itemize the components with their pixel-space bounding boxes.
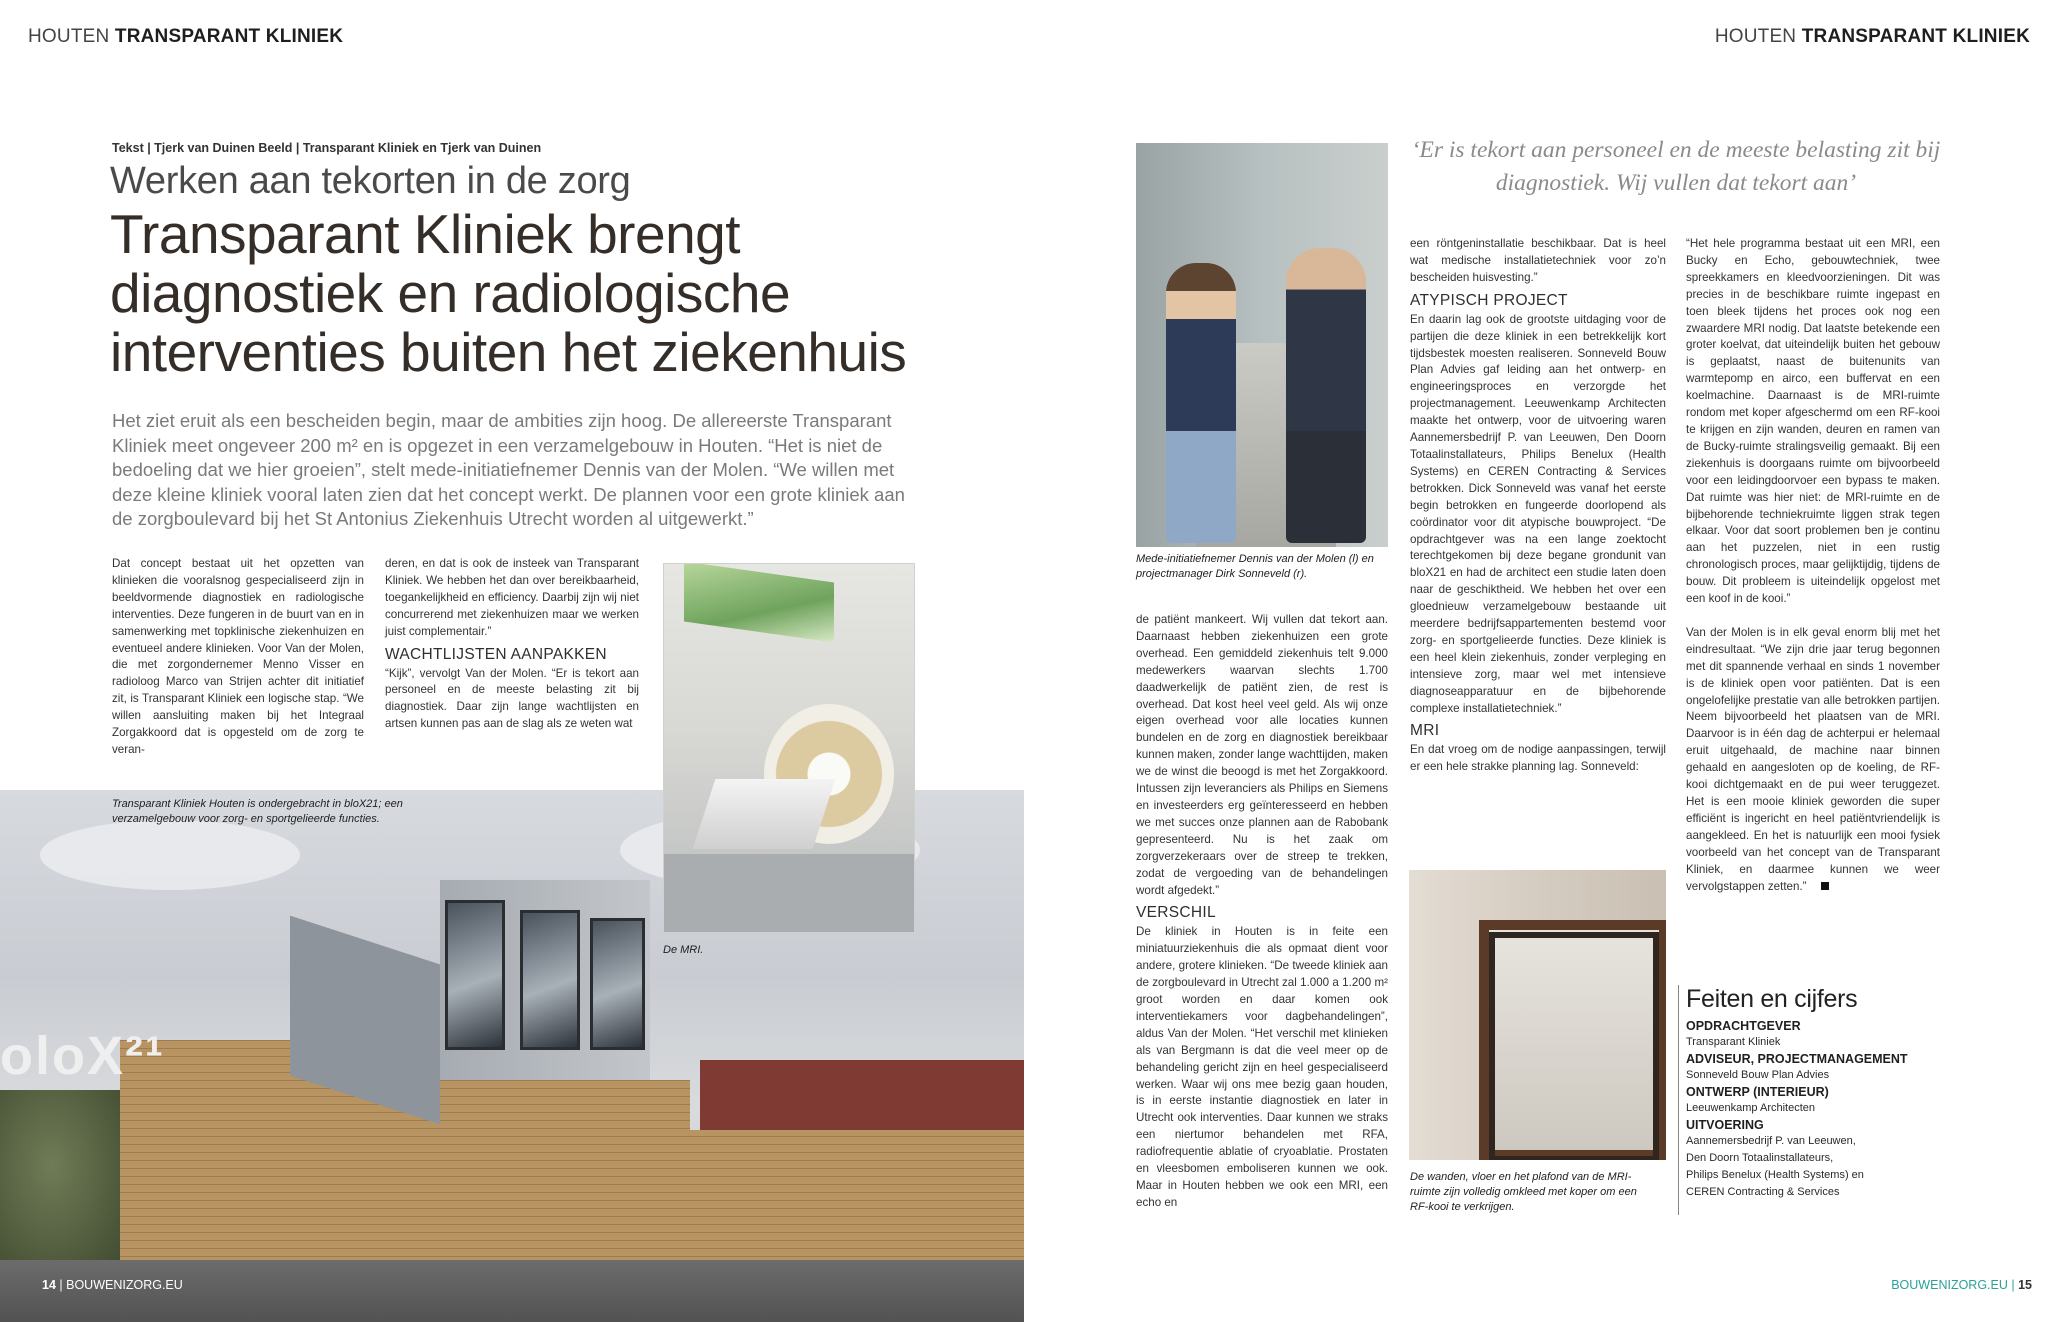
page-number-right: 15 <box>2018 1278 2032 1292</box>
caption-building: Transparant Kliniek Houten is ondergebracht in bloX21; een verzamelgebouw voor zorg- en sportgelieerde functies. <box>112 798 403 825</box>
body-column-3 <box>1136 612 1388 1212</box>
facts-value: Sonneveld Bouw Plan Advies <box>1686 1069 1830 1081</box>
mri-room-wall-photo <box>1409 870 1666 1160</box>
facts-title: Feiten en cijfers <box>1686 985 1858 1013</box>
end-of-article-mark <box>1821 882 1829 890</box>
caption-wall: De wanden, vloer en het plafond van de MRI-ruimte zijn volledig omkleed met koper om een RF-kooi te verkrijgen. <box>1410 1171 1637 1213</box>
body-paragraph: De kliniek in Houten is in feite een miniatuurziekenhuis die als opmaat dient voor andere, grotere klinieken. “De tweede kliniek aan de zorgboulevard in Utrecht zal 1.000 a 1.200 m² groot worden en daar komen ook interventiekamers voor dagbehandelingen”, aldus Van der Molen. “Het verschil met klinieken als van Bergmann is dat die veel meer op de behandeling gericht zijn en heel gespecialiseerd werken. Waar wij ons mee bezig gaan houden, is in eerste instantie diagnostiek en later in Utrecht ook interventies. Daar kunnen we straks een niertumor behandelen met RFA, radiofrequentie ablatie of cryoablatie. Prostaten en vleesbomen emboliseren kunnen we ook. Maar in Houten hebben we ook een MRI, een echo en <box>1136 925 1388 1209</box>
body-column-4 <box>1410 236 1666 776</box>
caption-mri: De MRI. <box>663 944 704 956</box>
section-tag-bold: TRANSPARANT KLINIEK <box>1801 26 2030 47</box>
facts-value: CEREN Contracting & Services <box>1686 1186 1840 1198</box>
body-paragraph: “Kijk”, vervolgt Van der Molen. “Er is tekort aan personeel en de meeste belasting zit bij diagnostiek. Daar zijn lange wachtlijsten en artsen kunnen pas aan de slag als ze weten wat <box>385 666 639 731</box>
portrait-photo <box>1136 143 1388 547</box>
folio-left: 14 | BOUWENIZORG.EU <box>42 1278 183 1292</box>
folio-right: BOUWENIZORG.EU | 15 <box>1891 1278 2032 1292</box>
facts-label: ADVISEUR, PROJECTMANAGEMENT <box>1686 1052 1908 1066</box>
article-headline: Transparant Kliniek brengt diagnostiek en radiologische interventies buiten het ziekenhuis <box>110 203 907 383</box>
facts-label: ONTWERP (INTERIEUR) <box>1686 1085 1829 1099</box>
facts-value: Transparant Kliniek <box>1686 1036 1781 1048</box>
facts-value: Philips Benelux (Health Systems) en <box>1686 1169 1864 1181</box>
section-tag-light: HOUTEN <box>28 26 110 47</box>
article-credits: Tekst | Tjerk van Duinen Beeld | Transparant Kliniek en Tjerk van Duinen <box>112 141 542 155</box>
page-number-left: 14 <box>42 1278 56 1292</box>
body-column-1 <box>112 556 364 759</box>
body-column-5 <box>1686 236 1940 895</box>
facts-label: UITVOERING <box>1686 1118 1764 1132</box>
pull-quote: ‘Er is tekort aan personeel en de meeste belasting zit bij diagnostiek. Wij vullen dat tekort aan’ <box>1411 137 1941 196</box>
article-kicker: Werken aan tekorten in de zorg <box>110 160 631 202</box>
section-tag-light: HOUTEN <box>1714 26 1797 47</box>
body-paragraph: een röntgeninstallatie beschikbaar. Dat is heel wat medische installatietechniek voor zo’n bescheiden huisvesting.” <box>1410 237 1666 284</box>
facts-label: OPDRACHTGEVER <box>1686 1019 1801 1033</box>
subheading-verschil: VERSCHIL <box>1136 904 1216 922</box>
section-tag-right <box>1715 26 2030 48</box>
facts-value: Aannemersbedrijf P. van Leeuwen, <box>1686 1135 1856 1147</box>
closing-text: Van der Molen is in elk geval enorm blij met het eindresultaat. “We zijn drie jaar terug begonnen met dit spannende verhaal en sinds 1 november is de kliniek open voor patiënten. Dat is een ongelofelijke prestatie van alle betrokken partijen. Neem bijvoorbeeld het plaatsen van de MRI. Daarvoor is in één dag de achterpui er helemaal eruit uitgehaald, de machine naar binnen gehaald en aangesloten op de koeling, de RF-kooi dichtgemaakt en de pui weer teruggezet. Het is een mooie kliniek geworden die super efficiënt is ingericht en heel patiëntvriendelijk is aangekleed. En het is natuurlijk een mooi fysiek voorbeeld van het concept van de Transparant Kliniek, en daarmee kunnen we weer vervolgstappen zetten.” <box>1686 625 1940 893</box>
body-paragraph: En daarin lag ook de grootste uitdaging voor de partijen die deze kliniek in een betrekkelijk kort tijdsbestek moesten realiseren. Sonneveld Bouw Plan Advies gaf leiding aan het ontwerp- en engineeringsproces en verzorgde het projectmanagement. Leeuwenkamp Architecten maakte het ontwerp, voor de uitvoering waren Aannemersbedrijf P. van Leeuwen, Den Doorn Totaalinstallateurs, Philips Benelux (Health Systems) en CEREN Contracting & Services betrokken. Dick Sonneveld was vanaf het eerste begin betrokken en fungeerde doorlopend als coördinator voor dit atypische bouwproject. “De opdrachtgever was na een lange zoektocht terechtgekomen bij deze begane grondunit van bloX21 en had de architect een studie laten doen naar de geschiktheid. We hebben het over een gloednieuw verzamelgebouw bestaande uit meerdere bedrijfsappartementen bestemd voor zorg- en sportgelieerde functies. Deze kliniek is een heel klein ziekenhuis, zonder verpleging en intensieve zorg, maar wel met intensieve diagnoseapparatuur en de bijbehorende complexe installatietechniek.” <box>1410 312 1666 715</box>
caption-portrait: Mede-initiatiefnemer Dennis van der Molen (l) en projectmanager Dirk Sonneveld (r). <box>1136 553 1374 580</box>
body-paragraph <box>1686 625 1940 896</box>
body-paragraph: de patiënt mankeert. Wij vullen dat tekort aan. Daarnaast hebben ziekenhuizen een grote overhead. Een gemiddeld ziekenhuis telt 9.000 medewerkers waarvan slechts 1.700 daadwerkelijk de patiënt zien, de rest is overhead. Dat kost heel veel geld. Als wij onze eigen overhead voor alle locaties kunnen bundelen en de zorg en diagnostiek bereikbaar kunnen maken, zonder lange wachttijden, maken we de winst die beoogd is met het Zorgakkoord. Intussen zijn leveranciers als Philips en Siemens en investeerders erg geïnteresseerd en hebben we met succes onze plannen aan de Rabobank gepresenteerd. Nu is het zaak om zorgverzekeraars over de streep te trekken, zodat de vergoeding van de behandelingen wordt afgedekt.” <box>1136 613 1388 897</box>
body-paragraph: “Het hele programma bestaat uit een MRI, een Bucky en Echo, gebouwtechniek, twee spreekkamers en kleedvoorzieningen. Dit was precies in de beschikbare ruimte ingepast en toen bleek tijdens het proces ook nog een zwaardere MRI nodig. Dat laatste betekende een groter koelvat, dat uiteindelijk buiten het gebouw is geplaatst, naast de buitenunits van warmtepomp en airco, een buffervat en een koelmachine. Daarnaast is de MRI-ruimte rondom met koper afgeschermd om een RF-kooi te krijgen en zijn wanden, deuren en ramen van de Bucky-ruimte stralingsveilig gemaakt. Bij een ziekenhuis is doorgaans ruimte om bijvoorbeeld voor een leidingdoorvoer een bypass te maken. Dat ruimte was hier niet: de MRI-ruimte en de bijbehorende techniekruimte liggen strak tegen elkaar. Voor dat soort problemen ben je continu aan het puzzelen, niet in een rustig chronologisch proces, maar gelijktijdig, tijdens de bouw. Dit probleem is uiteindelijk opgelost met een koof in de kooi.” <box>1686 237 1940 606</box>
subheading-atypisch-project: ATYPISCH PROJECT <box>1410 291 1568 309</box>
folio-site-right: BOUWENIZORG.EU <box>1891 1278 2008 1292</box>
mri-photo <box>663 563 915 933</box>
section-tag-bold: TRANSPARANT KLINIEK <box>114 26 344 47</box>
body-paragraph: deren, en dat is ook de insteek van Transparant Kliniek. We hebben het dan over bereikbaarheid, toegankelijkheid en efficiency. Daarbij zijn wij niet concurrerend met ziekenhuizen maar we werken juist complementair.” <box>385 557 639 638</box>
facts-divider <box>1678 985 1679 1215</box>
body-paragraph: Dat concept bestaat uit het opzetten van klinieken die vooralsnog gespecialiseerd zijn in beeldvormende diagnostiek en radiologische interventies. Deze fungeren in de buurt van en in samenwerking met topklinische ziekenhuizen en eventueel andere klinieken. Voor Van der Molen, die met zorgondernemer Menno Visser en radioloog Marco van Strijen achter dit initiatief zit, is Transparant Kliniek een logische stap. “We willen aansluiting maken bij het Integraal Zorgakkoord dat is opgesteld om de zorg te veran- <box>112 557 364 756</box>
folio-site-left: BOUWENIZORG.EU <box>66 1278 183 1292</box>
facts-value: Den Doorn Totaalinstallateurs, <box>1686 1152 1834 1164</box>
body-column-2 <box>385 556 639 733</box>
facts-box <box>1686 985 1946 1201</box>
section-tag-left <box>28 26 343 48</box>
subheading-wachtlijsten: WACHTLIJSTEN AANPAKKEN <box>385 645 607 663</box>
article-intro: Het ziet eruit als een bescheiden begin, maar de ambities zijn hoog. De allereerste Transparant Kliniek meet ongeveer 200 m² en is opgezet in een verzamelgebouw in Houten. “Het is niet de bedoeling dat we hier groeien”, stelt mede-initiatiefnemer Dennis van der Molen. “We willen met deze kleine kliniek vooral laten zien dat het concept werkt. De plannen voor een grote kliniek aan de zorgboulevard bij het St Antonius Ziekenhuis Utrecht worden al uitgewerkt.” <box>112 410 905 530</box>
facts-value: Leeuwenkamp Architecten <box>1686 1102 1816 1114</box>
blox21-logo: oloX²¹ <box>0 1026 165 1086</box>
body-paragraph: En dat vroeg om de nodige aanpassingen, terwijl er een hele strakke planning lag. Sonneveld: <box>1410 743 1666 774</box>
subheading-mri: MRI <box>1410 722 1440 740</box>
